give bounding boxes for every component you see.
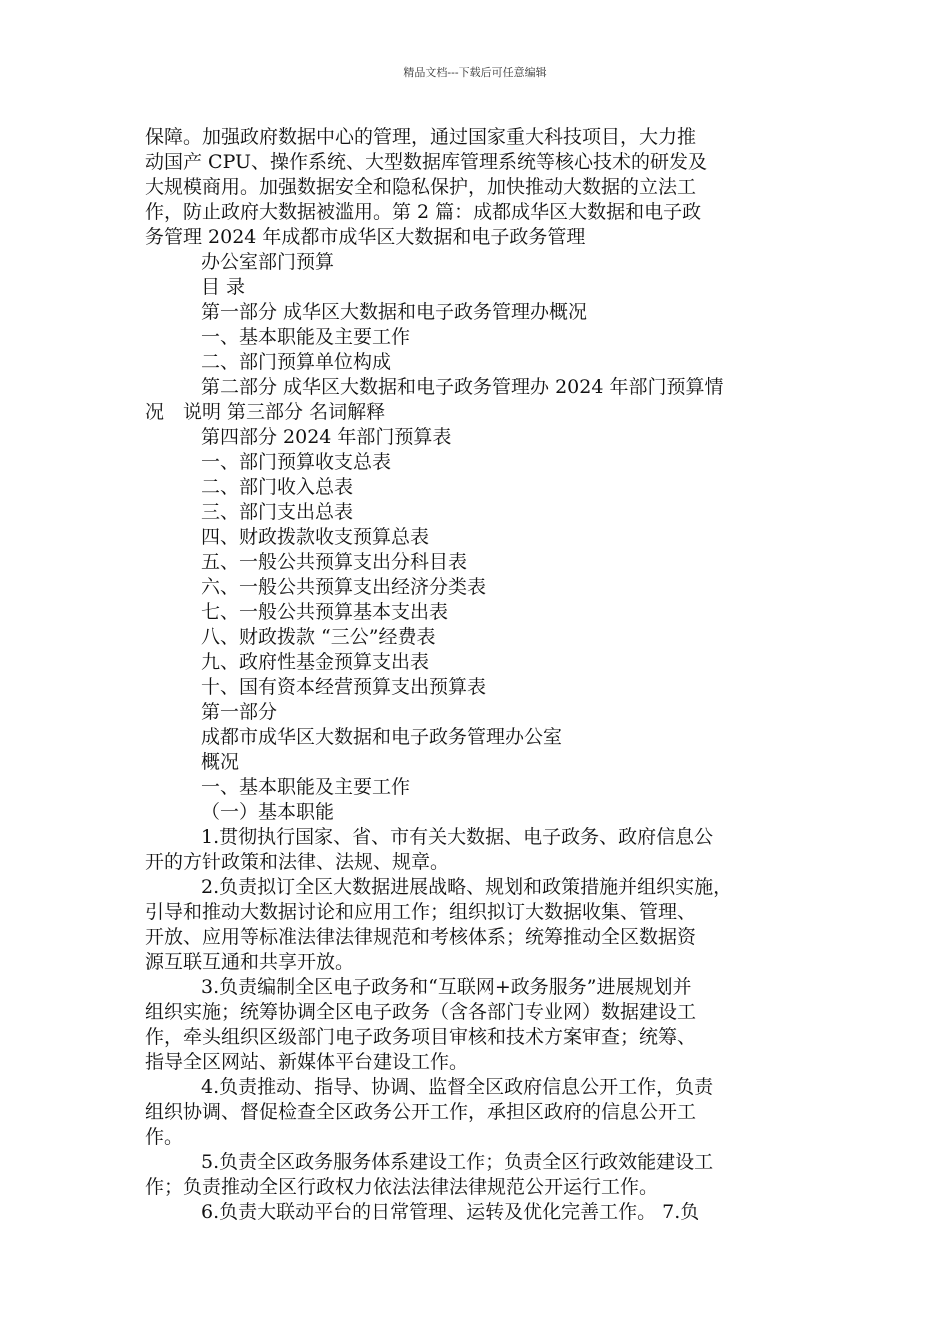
page-header: 精品文档---下载后可任意编辑 [403,66,547,79]
text-line: 四、财政拨款收支预算总表 [201,526,430,548]
text-line: 概况 [201,751,240,773]
text-line: 作。 [145,1126,184,1148]
text-line: 九、政府性基金预算支出表 [201,651,430,673]
document-body [145,125,810,1225]
text-line: 一、部门预算收支总表 [201,451,392,473]
text-line: 作，牵头组织区级部门电子政务项目审核和技术方案审查；统筹、 [145,1026,697,1048]
text-line: 二、部门预算单位构成 [201,351,392,373]
text-line: 开的方针政策和法律、法规、规章。 [145,851,450,873]
text-line: 一、基本职能及主要工作 [201,776,411,798]
text-line: 指导全区网站、新媒体平台建设工作。 [145,1051,469,1073]
text-line: 作；负责推动全区行政权力依法法律法律规范公开运行工作。 [145,1176,659,1198]
text-line: 三、部门支出总表 [201,501,354,523]
text-line: 第四部分 2024 年部门预算表 [201,426,452,448]
text-line: 第一部分 [201,701,278,723]
text-line: （一）基本职能 [201,801,335,823]
text-line: 大规模商用。加强数据安全和隐私保护，加快推动大数据的立法工 [145,176,697,198]
text-line: 目 录 [201,276,246,298]
text-line: 4.负责推动、指导、协调、监督全区政府信息公开工作，负责 [201,1076,714,1098]
text-line: 况 说明 第三部分 名词解释 [145,401,386,423]
text-line: 成都市成华区大数据和电子政务管理办公室 [201,726,563,748]
text-line: 引导和推动大数据讨论和应用工作；组织拟订大数据收集、管理、 [145,901,697,923]
text-line: 办公室部门预算 [201,251,335,273]
text-line: 六、一般公共预算支出经济分类表 [201,576,487,598]
text-line: 组织协调、督促检查全区政务公开工作，承担区政府的信息公开工 [145,1101,697,1123]
text-line: 2.负责拟订全区大数据进展战略、规划和政策措施并组织实施， [201,876,733,898]
text-line: 二、部门收入总表 [201,476,354,498]
text-line: 6.负责大联动平台的日常管理、运转及优化完善工作。 7.负 [201,1201,700,1223]
text-line: 1.贯彻执行国家、省、市有关大数据、电子政务、政府信息公 [201,826,714,848]
text-line: 十、国有资本经营预算支出预算表 [201,676,487,698]
text-line: 动国产 CPU、操作系统、大型数据库管理系统等核心技术的研发及 [145,151,708,173]
text-line: 务管理 2024 年成都市成华区大数据和电子政务管理 [145,226,586,248]
text-line: 3.负责编制全区电子政务和“互联网+政务服务”进展规划并 [201,976,692,998]
text-line: 第一部分 成华区大数据和电子政务管理办概况 [201,301,588,323]
text-line: 组织实施；统筹协调全区电子政务（含各部门专业网）数据建设工 [145,1001,697,1023]
text-line: 开放、应用等标准法律法律规范和考核体系；统筹推动全区数据资 [145,926,697,948]
text-line: 七、一般公共预算基本支出表 [201,601,449,623]
text-line: 第二部分 成华区大数据和电子政务管理办 2024 年部门预算情 [201,376,724,398]
text-line: 5.负责全区政务服务体系建设工作；负责全区行政效能建设工 [201,1151,714,1173]
text-line: 一、基本职能及主要工作 [201,326,411,348]
text-line: 五、一般公共预算支出分科目表 [201,551,468,573]
text-line: 源互联互通和共享开放。 [145,951,355,973]
text-line: 八、财政拨款 “三公”经费表 [201,626,436,648]
text-line: 保障。加强政府数据中心的管理，通过国家重大科技项目，大力推 [145,126,697,148]
text-line: 作，防止政府大数据被滥用。第 2 篇：成都成华区大数据和电子政 [145,201,702,223]
